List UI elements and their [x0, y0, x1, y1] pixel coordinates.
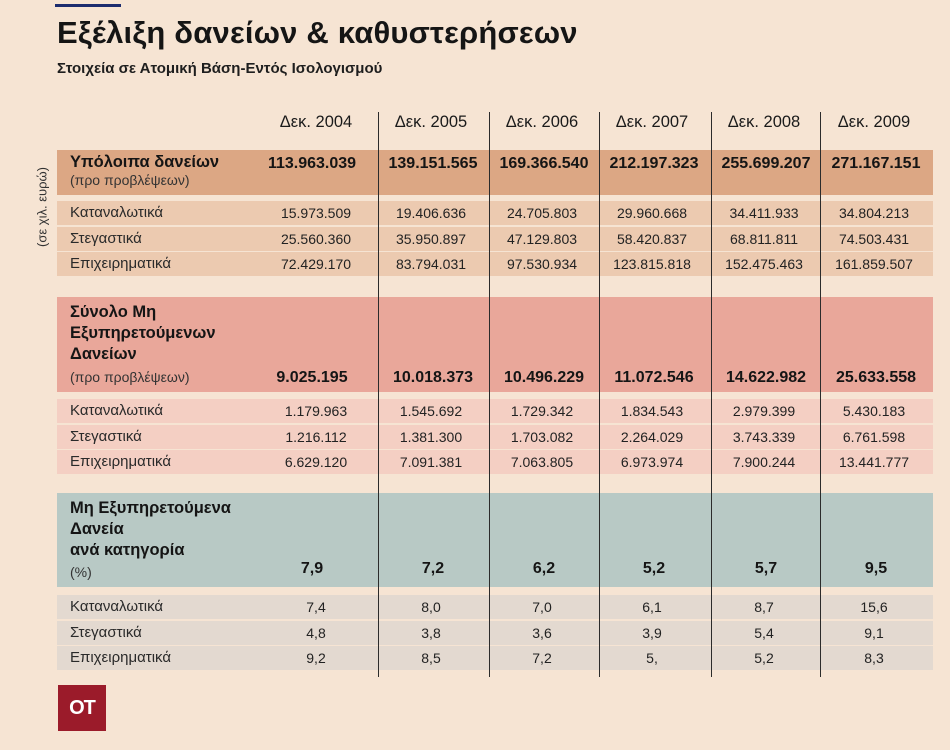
row-label: Καταναλωτικά	[70, 402, 164, 419]
table-cell: 35.950.897	[395, 231, 467, 247]
table-cell: 7.091.381	[399, 454, 463, 470]
table-cell: 1.834.543	[620, 403, 684, 419]
section-note: (προ προβλέψεων)	[70, 369, 190, 385]
section-note: (προ προβλέψεων)	[70, 172, 190, 188]
total-value: 11.072.546	[614, 369, 694, 386]
total-value: 9,5	[864, 560, 888, 577]
table-cell: 72.429.170	[280, 256, 352, 272]
table-cell: 3,8	[421, 625, 441, 641]
table-cell: 5,	[646, 650, 658, 666]
table-cell: 3,9	[642, 625, 662, 641]
total-value: 9.025.195	[276, 369, 348, 386]
column-divider	[489, 112, 490, 677]
table-cell: 8,5	[421, 650, 441, 666]
row-label: Επιχειρηματικά	[70, 649, 172, 666]
page-title: Εξέλιξη δανείων & καθυστερήσεων	[57, 15, 578, 50]
table-cell: 5,2	[754, 650, 774, 666]
table-cell: 8,3	[864, 650, 884, 666]
table-cell: 97.530.934	[506, 256, 578, 272]
section-note: (%)	[70, 564, 92, 580]
page-subtitle: Στοιχεία σε Ατομική Βάση-Εντός Ισολογισμού	[57, 60, 383, 77]
table-cell: 161.859.507	[835, 256, 913, 272]
top-accent-bar	[55, 4, 121, 7]
column-header: Δεκ. 2008	[727, 113, 801, 131]
section-title-line: Δανείων	[70, 345, 137, 363]
total-value: 5,2	[642, 560, 666, 577]
table-cell: 1.703.082	[510, 429, 574, 445]
column-header: Δεκ. 2006	[505, 113, 579, 131]
section-title	[70, 302, 216, 365]
table-cell: 47.129.803	[506, 231, 578, 247]
row-label: Καταναλωτικά	[70, 598, 164, 615]
section-title-line: Υπόλοιπα δανείων	[70, 153, 220, 171]
total-value: 113.963.039	[267, 155, 357, 172]
table-cell: 2.264.029	[620, 429, 684, 445]
table-cell: 29.960.668	[616, 205, 688, 221]
table-cell: 1.729.342	[510, 403, 574, 419]
table-cell: 1.216.112	[285, 429, 347, 445]
table-cell: 7.063.805	[510, 454, 574, 470]
total-value: 7,9	[300, 560, 324, 577]
table-cell: 6.973.974	[620, 454, 684, 470]
table-cell: 7,2	[532, 650, 552, 666]
table-cell: 8,0	[421, 599, 441, 615]
total-value: 10.018.373	[392, 369, 474, 386]
total-value: 6,2	[532, 560, 556, 577]
table-cell: 19.406.636	[395, 205, 467, 221]
total-value: 10.496.229	[503, 369, 585, 386]
table-cell: 83.794.031	[395, 256, 467, 272]
column-divider	[378, 112, 379, 677]
total-value: 271.167.151	[831, 155, 921, 172]
column-divider	[820, 112, 821, 677]
table-cell: 15,6	[860, 599, 888, 615]
table-cell: 7,0	[532, 599, 552, 615]
row-label: Στεγαστικά	[70, 230, 142, 247]
total-value: 169.366.540	[499, 155, 589, 172]
unit-label	[32, 152, 52, 262]
column-header: Δεκ. 2007	[615, 113, 689, 131]
table-cell: 34.411.933	[729, 205, 799, 221]
column-header: Δεκ. 2005	[394, 113, 468, 131]
total-value: 255.699.207	[721, 155, 811, 172]
table-cell: 68.811.811	[730, 231, 798, 247]
column-divider	[711, 112, 712, 677]
table-cell: 15.973.509	[280, 205, 352, 221]
section-title	[70, 152, 219, 173]
total-value: 25.633.558	[835, 369, 917, 386]
section-title-line: Εξυπηρετούμενων	[70, 324, 216, 342]
table-cell: 123.815.818	[613, 256, 691, 272]
section-title	[70, 498, 231, 561]
total-value: 212.197.323	[609, 155, 699, 172]
table-cell: 7,4	[306, 599, 326, 615]
table-cell: 3.743.339	[732, 429, 796, 445]
table-cell: 34.804.213	[838, 205, 910, 221]
table-cell: 58.420.837	[616, 231, 688, 247]
row-label: Επιχειρηματικά	[70, 255, 172, 272]
total-value: 139.151.565	[388, 155, 478, 172]
section-title-line: Μη Εξυπηρετούμενα	[70, 499, 231, 517]
section-title-line: Δανεία	[70, 520, 124, 538]
table-cell: 25.560.360	[280, 231, 352, 247]
row-label: Στεγαστικά	[70, 624, 142, 641]
table-cell: 9,2	[306, 650, 326, 666]
ot-logo: OT	[58, 685, 106, 731]
section-title-line: Σύνολο Μη	[70, 303, 157, 321]
table-cell: 8,7	[754, 599, 774, 615]
column-header: Δεκ. 2004	[279, 113, 353, 131]
table-cell: 3,6	[532, 625, 552, 641]
row-label: Στεγαστικά	[70, 428, 142, 445]
table-cell: 2.979.399	[732, 403, 796, 419]
table-cell: 24.705.803	[506, 205, 578, 221]
column-divider	[599, 112, 600, 677]
table-cell: 74.503.431	[838, 231, 910, 247]
column-header: Δεκ. 2009	[837, 113, 911, 131]
section-title-line: ανά κατηγορία	[70, 541, 185, 559]
row-label: Επιχειρηματικά	[70, 453, 172, 470]
table-cell: 9,1	[864, 625, 884, 641]
table-cell: 152.475.463	[725, 256, 803, 272]
unit-label-text: (σε χιλ. ευρώ)	[34, 167, 50, 247]
table-cell: 6.629.120	[284, 454, 348, 470]
table-cell: 4,8	[306, 625, 326, 641]
total-value: 5,7	[754, 560, 778, 577]
table-cell: 1.545.692	[399, 403, 463, 419]
table-cell: 7.900.244	[732, 454, 796, 470]
table-cell: 5,4	[754, 625, 774, 641]
row-label: Καταναλωτικά	[70, 204, 164, 221]
total-value: 14.622.982	[725, 369, 807, 386]
table-cell: 1.381.300	[399, 429, 463, 445]
table-cell: 1.179.963	[284, 403, 348, 419]
table-cell: 6,1	[642, 599, 662, 615]
total-value: 7,2	[421, 560, 445, 577]
table-cell: 13.441.777	[838, 454, 910, 470]
table-cell: 6.761.598	[842, 429, 906, 445]
table-cell: 5.430.183	[842, 403, 906, 419]
